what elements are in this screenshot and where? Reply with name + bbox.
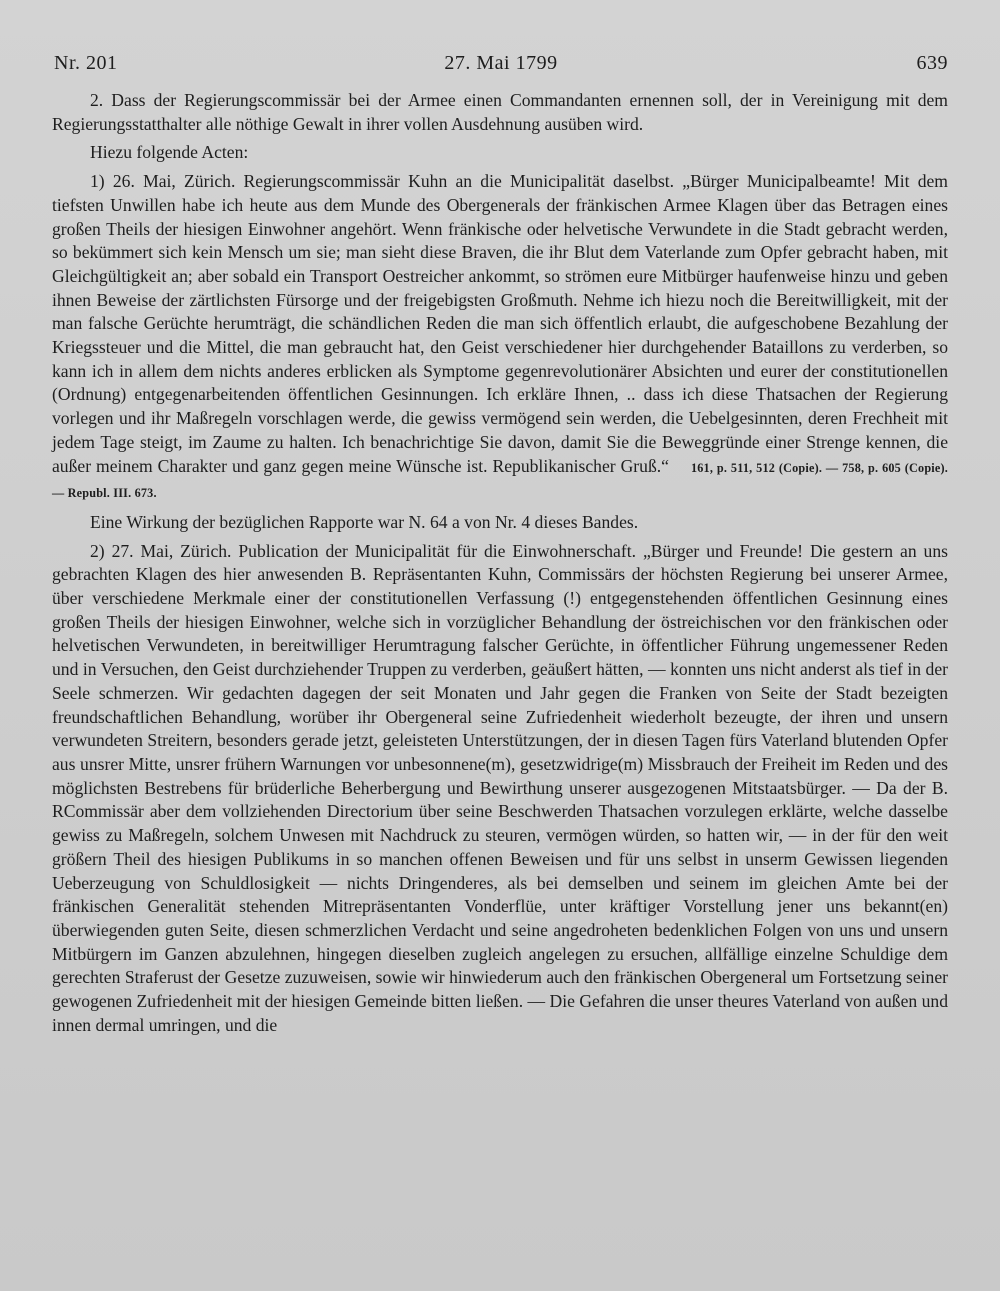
paragraph-point-2: 2. Dass der Regierungscommissär bei der Armee einen Commandanten ernennen soll, der in Vereinigung mit dem Regierungsstatthalter alle nöthige Gewalt in ihrer vollen Ausdehnung ausüben wird.: [52, 90, 948, 134]
paragraph-act-1: [52, 170, 948, 506]
document-number: Nr. 201: [54, 52, 118, 74]
act-1-source-reference: 161, p. 511, 512 (Copie). — 758, p. 605 (Copie). — Republ. III. 673.: [52, 460, 948, 501]
paragraph-acts-heading: Hiezu folgende Acten:: [90, 142, 249, 163]
page-number: 639: [916, 52, 948, 74]
document-date: 27. Mai 1799: [444, 52, 558, 74]
act-1-text: 1) 26. Mai, Zürich. Regierungscommissär Kuhn an die Municipalität daselbst. „Bürger Municipalbeamte! Mit dem tiefsten Unwillen habe ich heute aus dem Munde des Obergenerals der fränkischen Armee Klagen über das Betragen eines großen Theils der hiesigen Einwohner angehört. Wenn fränkische oder helvetische Verwundete in die Stadt gebracht werden, so bekümmert sich kein Mensch um sie; man sieht diese Braven, die ihr Blut dem Vaterlande zum Opfer gebracht haben, mit Gleichgültigkeit an; aber sobald ein Transport Oestreicher ankommt, so strömen eure Mitbürger haufenweise hinzu und geben ihnen Beweise der zärtlichsten Fürsorge und der freigebigsten Großmuth. Nehme ich hiezu noch die Bereitwilligkeit, mit der man falsche Gerüchte herumträgt, die schändlichen Reden die man sich öffentlich erlaubt, die aufgeschobene Bezahlung der Kriegssteuer und die Mittel, die man gebraucht hat, den Geist verschiedener hier durchgehender Bataillons zu verderben, so kann ich in allem dem nichts anderes erblicken als Symptome gegenrevolutionärer Absichten und eurer der constitutionellen (Ordnung) entgegenarbeitenden öffentlichen Gesinnungen. Ich erkläre Ihnen, .. dass ich diese Thatsachen der Regierung vorlegen und ihr Maßregeln vorschlagen werde, die gewiss vermögend sein werden, die Uebelgesinnten, deren Frechheit mit jedem Tage steigt, im Zaume zu halten. Ich benachrichtige Sie davon, damit Sie die Beweggründe einer Strenge kennen, die außer meinem Charakter und ganz gegen meine Wünsche ist. Republikanischer Gruß.“: [52, 171, 948, 476]
paragraph-effect-note: Eine Wirkung der bezüglichen Rapporte war N. 64 a von Nr. 4 dieses Bandes.: [90, 511, 639, 532]
body-text: [52, 89, 948, 1037]
running-head: [54, 52, 948, 82]
paragraph-act-2: 2) 27. Mai, Zürich. Publication der Municipalität für die Einwohnerschaft. „Bürger und Freunde! Die gestern an uns gebrachten Klagen des hier anwesenden B. Repräsentanten Kuhn, Commissärs der höchsten Regierung bei unserer Armee, über verschiedene Merkmale einer der constitutionellen Verfassung (!) entgegenstehenden öffentlichen Gesinnung eines großen Theils der hiesigen Einwohner, welche sich in vorzüglicher Behandlung der östreichischen vor den fränkischen oder helvetischen Verwundeten, in bereitwilliger Herumtragung falscher Gerüchte, in öffentlicher Führung ungemessener Reden und in Versuchen, den Geist durchziehender Truppen zu verderben, geäußert hätten, — konnten uns nicht anderst als tief in der Seele schmerzen. Wir gedachten dagegen der seit Monaten und Jahr gegen die Franken von Seite der Stadt bezeigten freundschaftlichen Behandlung, worüber ihr Obergeneral seine Zufriedenheit wiederholt bezeugte, der ihren und unsern verwundeten Streitern, besonders gerade jetzt, geleisteten Unterstützungen, der in diesen Tagen fürs Vaterland blutenden Opfer aus unsrer Mitte, unsrer frühern Warnungen vor unbesonnene(m), gesetzwidrige(m) Missbrauch der Freiheit im Reden und des möglichsten Bestrebens für brüderliche Beherbergung und Bewirthung unserer ausgezogenen Mitstaatsbürger. — Da der B. RCommissär aber dem vollziehenden Directorium über seine Beschwerden Thatsachen vorzulegen erklärte, welche dasselbe gewiss zu Maßregeln, solchem Unwesen mit Nachdruck zu steuren, vermögen würden, so hatten wir, — in der für den weit größern Theil des hiesigen Publikums in so manchen offenen Beweisen und für uns selbst in unserm Gewissen liegenden Ueberzeugung von Schuldlosigkeit — nichts Dringenderes, als bei demselben und seinem im gleichen Amte bei der fränkischen Generalität stehenden Mitrepräsentanten Vonderflüe, unter kräftiger Vorstellung jener uns bekannt(en) überwiegenden guten Seite, diesen schmerzlichen Verdacht und seine angedroheten bedenklichen Folgen von uns und unsern Mitbürgern im Ganzen abzulehnen, hingegen dieselben zugleich angelegen zu ersuchen, allfällige einzelne Schuldige dem gerechten Straferust der Gesetze zuzuweisen, sowie wir hinwiederum auch den fränkischen Obergeneral um Fortsetzung seiner gewogenen Zufriedenheit mit der hiesigen Gemeinde bitten ließen. — Die Gefahren die unser theures Vaterland von außen und innen dermal umringen, und die: [52, 540, 948, 1035]
